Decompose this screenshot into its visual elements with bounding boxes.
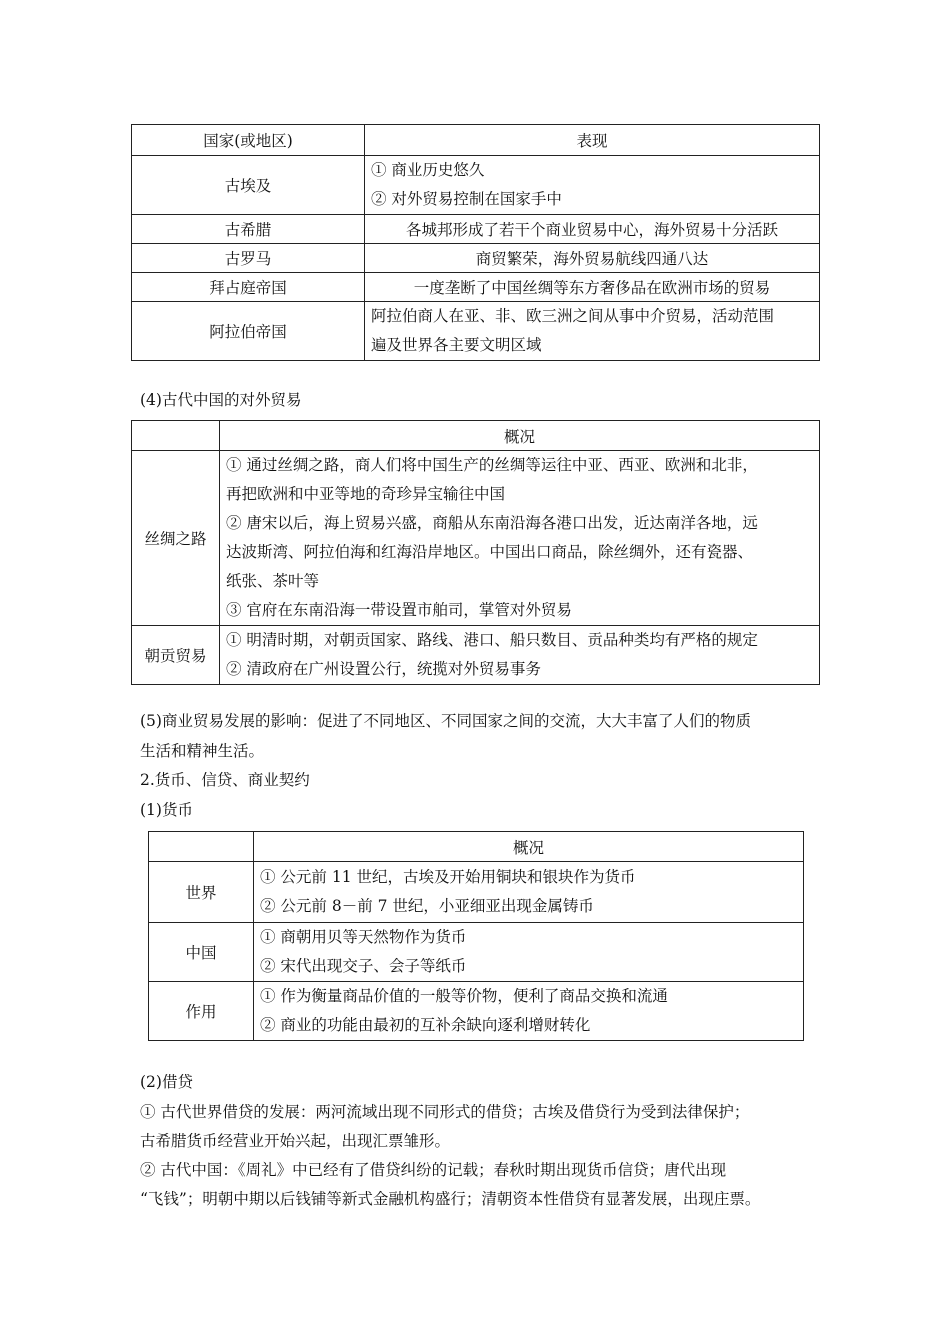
- row-label: 中国: [149, 923, 254, 982]
- header-overview: 概况: [254, 832, 804, 862]
- row-content: ① 公元前 11 世纪，古埃及开始用铜块和银块作为货币 ② 公元前 8－前 7 世纪，小亚细亚出现金属铸币: [254, 862, 804, 923]
- row-content: 一度垄断了中国丝绸等东方奢侈品在欧洲市场的贸易: [365, 273, 820, 302]
- row-label: 古埃及: [132, 156, 365, 215]
- row-label: 古希腊: [132, 215, 365, 244]
- currency-table: [148, 831, 804, 1041]
- header-performance: 表现: [365, 125, 820, 156]
- row-label: 丝绸之路: [132, 451, 220, 626]
- credit-line: ② 古代中国：《周礼》中已经有了借贷纠纷的记载；春秋时期出现货币信贷；唐代出现: [140, 1161, 727, 1179]
- row-content: 商贸繁荣，海外贸易航线四通八达: [365, 244, 820, 273]
- header-empty: [132, 421, 220, 451]
- section-4-title: (4)古代中国的对外贸易: [140, 391, 302, 409]
- row-label: 世界: [149, 862, 254, 923]
- credit-title: (2)借贷: [140, 1073, 193, 1091]
- row-content: ① 商业历史悠久 ② 对外贸易控制在国家手中: [365, 156, 820, 215]
- row-label: 古罗马: [132, 244, 365, 273]
- row-label: 朝贡贸易: [132, 626, 220, 685]
- row-label: 拜占庭帝国: [132, 273, 365, 302]
- section-5-line2: 生活和精神生活。: [140, 742, 265, 760]
- credit-line: ① 古代世界借贷的发展：两河流域出现不同形式的借贷；古埃及借贷行为受到法律保护；: [140, 1103, 750, 1121]
- header-overview: 概况: [220, 421, 820, 451]
- row-content: ① 通过丝绸之路，商人们将中国生产的丝绸等运往中亚、西亚、欧洲和北非， 再把欧洲和中亚等地的奇珍异宝输往中国 ② 唐宋以后，海上贸易兴盛，商船从东南沿海各港口出发，近达南洋各地，远 达波斯湾、阿拉伯海和红海沿岸地区。中国出口商品，除丝绸外，还有瓷器、 纸张、茶叶等 ③ 官府在东南沿海一带设置市舶司，掌管对外贸易: [220, 451, 820, 626]
- row-label: 作用: [149, 982, 254, 1041]
- section-5-line1: (5)商业贸易发展的影响：促进了不同地区、不同国家之间的交流，大大丰富了人们的物质: [140, 712, 751, 730]
- row-content: ① 作为衡量商品价值的一般等价物，便利了商品交换和流通 ② 商业的功能由最初的互补余缺向逐利增财转化: [254, 982, 804, 1041]
- credit-line: “飞钱”；明朝中期以后钱铺等新式金融机构盛行；清朝资本性借贷有显著发展，出现庄票。: [140, 1190, 761, 1208]
- row-content: ① 明清时期，对朝贡国家、路线、港口、船只数目、贡品种类均有严格的规定 ② 清政府在广州设置公行，统揽对外贸易事务: [220, 626, 820, 685]
- currency-title: (1)货币: [140, 801, 193, 819]
- credit-line: 古希腊货币经营业开始兴起，出现汇票雏形。: [140, 1132, 451, 1150]
- header-country: 国家(或地区): [132, 125, 365, 156]
- row-label: 阿拉伯帝国: [132, 302, 365, 361]
- row-content: ① 商朝用贝等天然物作为货币 ② 宋代出现交子、会子等纸币: [254, 923, 804, 982]
- heading-2: 2.货币、信贷、商业契约: [140, 771, 310, 789]
- countries-trade-table: [131, 124, 820, 361]
- row-content: 各城邦形成了若干个商业贸易中心，海外贸易十分活跃: [365, 215, 820, 244]
- china-trade-table: [131, 420, 820, 685]
- row-content: 阿拉伯商人在亚、非、欧三洲之间从事中介贸易，活动范围 遍及世界各主要文明区域: [365, 302, 820, 361]
- header-empty: [149, 832, 254, 862]
